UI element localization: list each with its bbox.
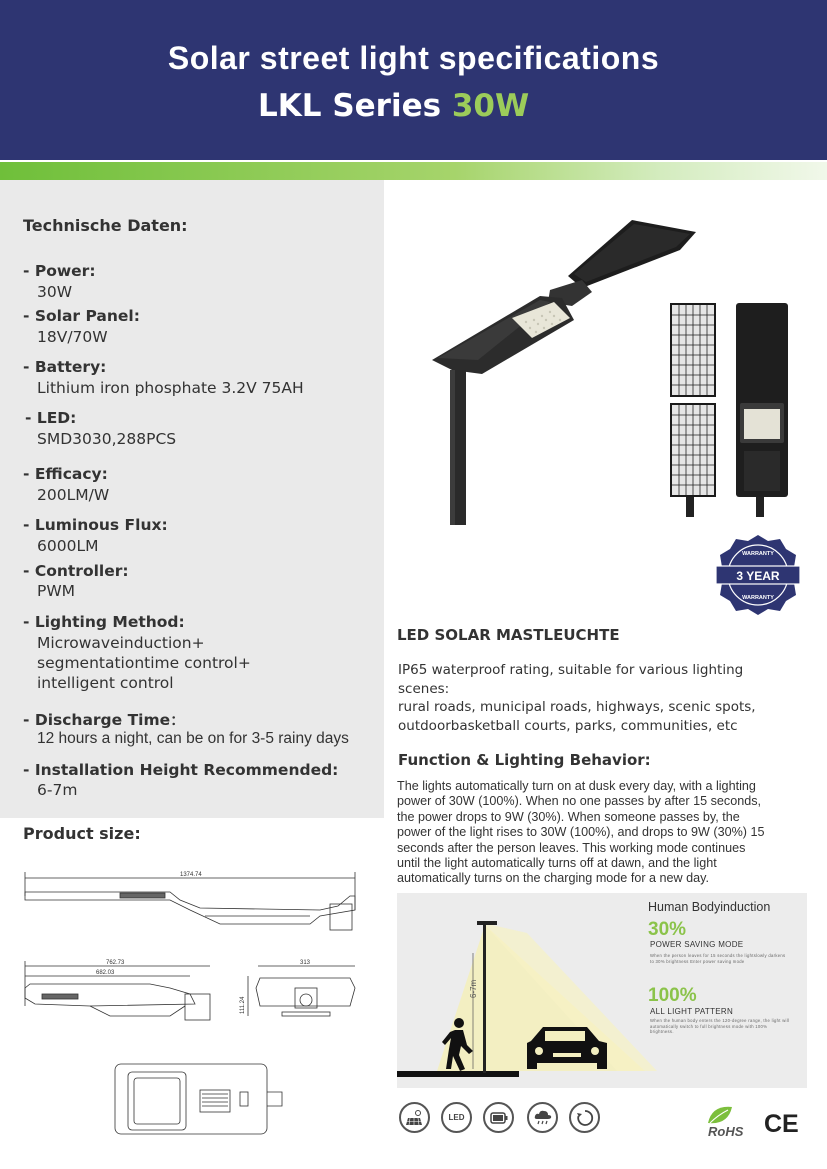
mode2-note: When the human body enters the 120-degree range, the light will automatically switch to full brightness mode with 100% brightness. — [650, 1018, 790, 1034]
spec-value-led: SMD3030,288PCS — [37, 430, 177, 448]
rohs-text: RoHS — [708, 1124, 744, 1139]
dim-height-label: 111.24 — [240, 996, 246, 1014]
mode1-percent: 30% — [648, 919, 687, 940]
warranty-main-text: 3 YEAR — [736, 569, 780, 583]
spec-label-installation-height: - Installation Height Recommended: — [23, 761, 339, 779]
function-heading: Function & Lighting Behavior: — [398, 751, 651, 769]
mode2-percent: 100% — [648, 985, 697, 1006]
bottom-view-drawing — [115, 1064, 282, 1134]
spec-value-power: 30W — [37, 283, 73, 301]
product-name: LED SOLAR MASTLEUCHTE — [397, 626, 620, 644]
rain-cloud-icon — [527, 1102, 558, 1133]
function-paragraph — [397, 779, 807, 887]
product-size-drawings — [20, 866, 365, 1156]
dim-width-label: 313 — [300, 960, 311, 966]
solar-panel-back-view — [670, 303, 716, 517]
description-line: rural roads, municipal roads, highways, scenic spots, — [398, 699, 756, 715]
accent-bar — [0, 162, 827, 180]
function-line: the power drops to 9W (30%). When someone passes by, the — [397, 809, 740, 824]
series-power: 30W — [451, 88, 530, 124]
function-line: automatically turns on the charging mode for a new day. — [397, 871, 709, 886]
solar-street-light-illustration — [432, 220, 696, 525]
product-photo-street-light — [422, 210, 702, 530]
spec-label-controller: - Controller: — [23, 562, 129, 580]
function-line: until the light automatically turns off at dawn, and the light — [397, 856, 717, 871]
rohs-logo — [708, 1107, 744, 1139]
spec-label-battery: - Battery: — [23, 358, 107, 376]
spec-value-controller: PWM — [37, 582, 76, 600]
spec-value-lighting-method-2: segmentationtime control+ — [37, 654, 251, 672]
warranty-badge — [716, 533, 800, 617]
spec-value-battery: Lithium iron phosphate 3.2V 75AH — [37, 379, 304, 397]
warranty-bottom-text: WARRANTY — [742, 595, 774, 601]
function-line: The lights automatically turn on at dusk every day, with a lighting — [397, 779, 756, 793]
function-line: power of the light rises to 30W (100%), and drops to 9W (30%) 15 — [397, 825, 765, 840]
led-icon — [441, 1102, 472, 1133]
function-line: seconds after the person leaves. This working mode continues — [397, 840, 746, 855]
dim-total-label: 1374.74 — [180, 872, 202, 878]
ce-logo — [764, 1110, 799, 1138]
series-name: LKL Series — [258, 88, 452, 124]
spec-label-luminous-flux: - Luminous Flux: — [23, 516, 168, 534]
spec-label-power: - Power: — [23, 262, 96, 280]
side-view-drawing — [25, 872, 355, 930]
spec-value-installation-height: 6-7m — [37, 781, 78, 799]
spec-value-efficacy: 200LM/W — [37, 486, 110, 504]
spec-label-solar-panel: - Solar Panel: — [23, 307, 140, 325]
street-scene — [397, 893, 807, 1088]
spec-label-led: - LED: — [25, 409, 77, 427]
series-title — [258, 88, 529, 124]
product-description — [398, 661, 798, 735]
warranty-top-text: WARRANTY — [742, 551, 774, 557]
page-title: Solar street light specifications — [167, 40, 660, 76]
lighting-behavior-illustration — [397, 893, 807, 1088]
spec-label-lighting-method: - Lighting Method: — [23, 613, 185, 631]
body-view-drawing — [25, 961, 210, 1020]
light-front-view — [736, 303, 788, 517]
specs-heading: Technische Daten: — [23, 216, 188, 235]
description-line: outdoorbasketball courts, parks, communities, etc — [398, 717, 738, 734]
mode1-note: When the person leaves for 15 seconds the lightslowly darkens to 30% brightness Enter power saving mode — [650, 953, 786, 964]
mode1-label: POWER SAVING MODE — [650, 940, 744, 949]
solar-panel-icon — [399, 1102, 430, 1133]
dim-inner-label: 682.03 — [96, 970, 115, 976]
illustration-heading: Human Bodyinduction — [648, 900, 771, 914]
function-line: power of 30W (100%). When no one passes by after 15 seconds, — [397, 794, 762, 809]
front-view-drawing — [248, 966, 355, 1016]
product-photo-panel-views — [664, 303, 804, 523]
description-line: IP65 waterproof rating, suitable for various lighting scenes: — [398, 662, 744, 697]
spec-value-lighting-method-3: intelligent control — [37, 674, 174, 692]
header-banner — [0, 0, 827, 160]
certifications — [698, 1103, 803, 1139]
spec-value-lighting-method-1: Microwaveinduction+ — [37, 634, 205, 652]
spec-value-luminous-flux: 6000LM — [37, 537, 99, 555]
cycle-icon — [569, 1102, 600, 1133]
dim-body-label: 762.73 — [106, 960, 125, 966]
mode2-label: ALL LIGHT PATTERN — [650, 1007, 734, 1016]
battery-icon — [483, 1102, 514, 1133]
product-size-heading: Product size: — [23, 824, 141, 843]
spec-label-discharge-time: - Discharge Time： — [23, 711, 186, 729]
spec-label-efficacy: - Efficacy: — [23, 465, 108, 483]
ce-text: CE — [764, 1110, 799, 1138]
led-icon-label: LED — [448, 1113, 465, 1122]
spec-value-discharge-time: 12 hours a night, can be on for 3-5 rainy days — [37, 730, 349, 747]
spec-value-solar-panel: 18V/70W — [37, 328, 108, 346]
height-label: 6-7m — [469, 979, 478, 998]
